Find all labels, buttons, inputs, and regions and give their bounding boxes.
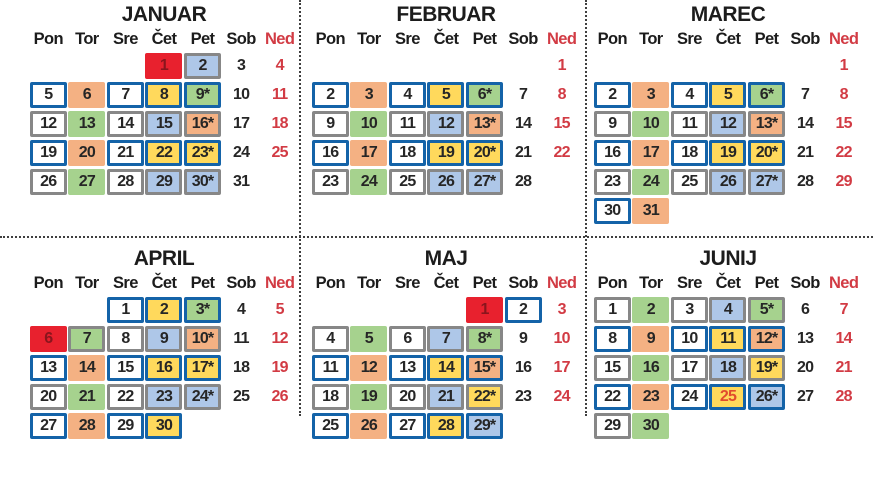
day-cell: 18 — [389, 140, 426, 166]
day-cell: 31 — [232, 173, 250, 190]
day-cell: 1 — [839, 57, 848, 74]
weekday-header-tor: Tor — [639, 274, 663, 292]
weekday-header-cet: Čet — [151, 274, 177, 292]
day-cell: 2 — [184, 53, 221, 79]
day-cell: 12 — [350, 355, 387, 381]
weekday-header-sre: Sre — [113, 30, 138, 48]
day-cell: 18 — [232, 359, 250, 376]
day-cell: 13 — [68, 111, 105, 137]
day-cell: 8 — [107, 326, 144, 352]
day-cell: 25 — [271, 144, 288, 161]
day-cell: 18 — [271, 115, 288, 132]
weekday-header-pet: Pet — [190, 30, 215, 48]
weekday-row — [593, 29, 863, 49]
day-cell: 19* — [748, 355, 785, 381]
weekday-header-pon: Pon — [33, 274, 63, 292]
day-cell: 3 — [237, 57, 246, 74]
day-cell: 26 — [427, 169, 464, 195]
month-title: MAJ — [424, 247, 468, 270]
day-cell: 10 — [632, 111, 669, 137]
day-cell: 13 — [30, 355, 67, 381]
day-cell: 10 — [671, 326, 708, 352]
month-title: JANUAR — [121, 3, 207, 26]
day-cell: 8 — [145, 82, 182, 108]
weekday-header-tor: Tor — [75, 274, 99, 292]
weekday-row — [311, 273, 581, 293]
weekday-header-ned: Ned — [264, 30, 295, 48]
day-cell: 9 — [145, 326, 182, 352]
day-cell: 9 — [594, 111, 631, 137]
day-cell: 17 — [553, 359, 570, 376]
day-cell: 10 — [553, 330, 570, 347]
day-cell: 30 — [594, 198, 631, 224]
month-junij — [593, 244, 863, 480]
day-cell: 12 — [709, 111, 746, 137]
day-cell: 23 — [594, 169, 631, 195]
day-cell: 3 — [557, 301, 566, 318]
day-cell: 3* — [184, 297, 221, 323]
day-cell: 29 — [594, 413, 631, 439]
day-cell: 7 — [801, 86, 810, 103]
day-cell: 22 — [594, 384, 631, 410]
day-cell: 27 — [30, 413, 67, 439]
weekday-header-cet: Čet — [151, 30, 177, 48]
day-cell: 22 — [553, 144, 570, 161]
day-cell: 15 — [835, 115, 852, 132]
weekday-header-cet: Čet — [433, 30, 459, 48]
day-cell: 16 — [312, 140, 349, 166]
weekday-header-pet: Pet — [472, 274, 497, 292]
day-cell: 15 — [594, 355, 631, 381]
day-cell: 20 — [796, 359, 814, 376]
month-grid — [29, 53, 299, 198]
day-cell: 27 — [796, 388, 814, 405]
day-cell: 28 — [68, 413, 105, 439]
weekday-header-pet: Pet — [472, 30, 497, 48]
day-cell: 16 — [514, 359, 532, 376]
day-cell: 7 — [427, 326, 464, 352]
day-cell: 3 — [350, 82, 387, 108]
month-marec — [593, 0, 863, 236]
day-cell: 11 — [671, 111, 708, 137]
day-cell: 7 — [519, 86, 528, 103]
day-cell: 6 — [68, 82, 105, 108]
day-cell: 20 — [30, 384, 67, 410]
day-cell: 18 — [312, 384, 349, 410]
day-cell: 23* — [184, 140, 221, 166]
weekday-header-ned: Ned — [546, 274, 577, 292]
weekday-header-sre: Sre — [677, 30, 702, 48]
day-cell: 6 — [801, 301, 810, 318]
day-cell: 12 — [271, 330, 288, 347]
day-cell: 1 — [594, 297, 631, 323]
weekday-header-cet: Čet — [715, 274, 741, 292]
month-januar — [29, 0, 299, 236]
day-cell: 5 — [275, 301, 284, 318]
horizontal-dotted-separator — [0, 236, 873, 238]
day-cell: 25 — [709, 384, 746, 410]
day-cell: 14 — [835, 330, 852, 347]
vertical-dotted-separator — [299, 0, 301, 416]
weekday-header-sre: Sre — [113, 274, 138, 292]
weekday-header-ned: Ned — [264, 274, 295, 292]
day-cell: 21 — [835, 359, 852, 376]
day-cell: 5 — [709, 82, 746, 108]
day-cell: 7 — [68, 326, 105, 352]
day-cell: 3 — [671, 297, 708, 323]
day-cell: 27 — [389, 413, 426, 439]
day-cell: 17 — [671, 355, 708, 381]
month-title: FEBRUAR — [396, 3, 496, 26]
weekday-header-pet: Pet — [754, 274, 779, 292]
day-cell: 6 — [30, 326, 67, 352]
weekday-header-sob: Sob — [790, 30, 820, 48]
day-cell: 7 — [839, 301, 848, 318]
day-cell: 26 — [350, 413, 387, 439]
day-cell: 19 — [30, 140, 67, 166]
day-cell: 12 — [30, 111, 67, 137]
day-cell: 20* — [748, 140, 785, 166]
day-cell: 25 — [389, 169, 426, 195]
day-cell: 23 — [312, 169, 349, 195]
weekday-header-cet: Čet — [715, 30, 741, 48]
day-cell: 24 — [232, 144, 250, 161]
day-cell: 6* — [748, 82, 785, 108]
weekday-header-pon: Pon — [33, 30, 63, 48]
month-februar — [311, 0, 581, 236]
weekday-header-pet: Pet — [754, 30, 779, 48]
month-title: JUNIJ — [699, 247, 757, 270]
day-cell: 22* — [466, 384, 503, 410]
day-cell: 19 — [427, 140, 464, 166]
day-cell: 15 — [107, 355, 144, 381]
day-cell: 1 — [557, 57, 566, 74]
day-cell: 1 — [107, 297, 144, 323]
day-cell: 6* — [466, 82, 503, 108]
weekday-row — [593, 273, 863, 293]
day-cell: 2 — [505, 297, 542, 323]
day-cell: 13 — [389, 355, 426, 381]
day-cell: 8* — [466, 326, 503, 352]
day-cell: 27* — [748, 169, 785, 195]
day-cell: 30* — [184, 169, 221, 195]
day-cell: 4 — [237, 301, 246, 318]
weekday-header-ned: Ned — [828, 274, 859, 292]
day-cell: 14 — [107, 111, 144, 137]
weekday-header-sob: Sob — [226, 30, 256, 48]
day-cell: 9 — [312, 111, 349, 137]
day-cell: 30 — [145, 413, 182, 439]
day-cell: 25 — [232, 388, 250, 405]
day-cell: 13* — [466, 111, 503, 137]
weekday-header-sre: Sre — [677, 274, 702, 292]
day-cell: 9 — [519, 330, 528, 347]
day-cell: 24 — [553, 388, 570, 405]
day-cell: 5 — [350, 326, 387, 352]
day-cell: 4 — [312, 326, 349, 352]
day-cell: 10 — [232, 86, 250, 103]
day-cell: 5* — [748, 297, 785, 323]
day-cell: 22 — [835, 144, 852, 161]
day-cell: 31 — [632, 198, 669, 224]
weekday-header-sob: Sob — [226, 274, 256, 292]
day-cell: 2 — [145, 297, 182, 323]
day-cell: 5 — [30, 82, 67, 108]
day-cell: 25 — [312, 413, 349, 439]
day-cell: 28 — [427, 413, 464, 439]
day-cell: 21 — [107, 140, 144, 166]
month-grid — [593, 297, 863, 442]
day-cell: 11 — [389, 111, 426, 137]
month-grid — [311, 53, 581, 198]
day-cell: 12 — [427, 111, 464, 137]
day-cell: 12* — [748, 326, 785, 352]
day-cell: 2 — [632, 297, 669, 323]
weekday-header-tor: Tor — [639, 30, 663, 48]
day-cell: 19 — [709, 140, 746, 166]
weekday-header-tor: Tor — [75, 30, 99, 48]
day-cell: 13 — [796, 330, 814, 347]
day-cell: 17 — [632, 140, 669, 166]
day-cell: 24 — [671, 384, 708, 410]
day-cell: 7 — [107, 82, 144, 108]
day-cell: 26 — [709, 169, 746, 195]
day-cell: 2 — [312, 82, 349, 108]
day-cell: 22 — [145, 140, 182, 166]
day-cell: 15* — [466, 355, 503, 381]
month-maj — [311, 244, 581, 480]
day-cell: 29 — [835, 173, 852, 190]
day-cell: 8 — [839, 86, 848, 103]
day-cell: 24 — [350, 169, 387, 195]
day-cell: 11 — [233, 330, 249, 347]
day-cell: 26* — [748, 384, 785, 410]
weekday-row — [29, 29, 299, 49]
day-cell: 28 — [835, 388, 852, 405]
day-cell: 4 — [671, 82, 708, 108]
day-cell: 21 — [68, 384, 105, 410]
day-cell: 16 — [594, 140, 631, 166]
day-cell: 17 — [350, 140, 387, 166]
day-cell: 23 — [145, 384, 182, 410]
day-cell: 21 — [427, 384, 464, 410]
day-cell: 9* — [184, 82, 221, 108]
month-title: APRIL — [133, 247, 195, 270]
day-cell: 11 — [312, 355, 349, 381]
weekday-header-sob: Sob — [508, 274, 538, 292]
month-title: MAREC — [690, 3, 766, 26]
month-grid — [311, 297, 581, 442]
day-cell: 18 — [709, 355, 746, 381]
day-cell: 4 — [709, 297, 746, 323]
day-cell: 14 — [68, 355, 105, 381]
day-cell: 16 — [632, 355, 669, 381]
weekday-header-sre: Sre — [395, 274, 420, 292]
day-cell: 27* — [466, 169, 503, 195]
day-cell: 9 — [632, 326, 669, 352]
weekday-row — [29, 273, 299, 293]
day-cell: 28 — [796, 173, 814, 190]
day-cell: 11 — [271, 86, 288, 103]
day-cell: 20* — [466, 140, 503, 166]
weekday-row — [311, 29, 581, 49]
weekday-header-sre: Sre — [395, 30, 420, 48]
day-cell: 14 — [796, 115, 814, 132]
day-cell: 24* — [184, 384, 221, 410]
day-cell: 6 — [389, 326, 426, 352]
day-cell: 29* — [466, 413, 503, 439]
weekday-header-pon: Pon — [315, 274, 345, 292]
day-cell: 13* — [748, 111, 785, 137]
day-cell: 14 — [427, 355, 464, 381]
weekday-header-pon: Pon — [597, 30, 627, 48]
day-cell: 17* — [184, 355, 221, 381]
day-cell: 11 — [709, 326, 746, 352]
weekday-header-cet: Čet — [433, 274, 459, 292]
weekday-header-ned: Ned — [546, 30, 577, 48]
weekday-header-sob: Sob — [508, 30, 538, 48]
day-cell: 21 — [514, 144, 532, 161]
day-cell: 4 — [389, 82, 426, 108]
weekday-header-sob: Sob — [790, 274, 820, 292]
day-cell: 16* — [184, 111, 221, 137]
day-cell: 1 — [466, 297, 503, 323]
vertical-dotted-separator — [585, 0, 587, 416]
month-april — [29, 244, 299, 480]
day-cell: 17 — [232, 115, 250, 132]
day-cell: 20 — [68, 140, 105, 166]
month-grid — [593, 53, 863, 227]
day-cell: 30 — [632, 413, 669, 439]
weekday-header-tor: Tor — [357, 30, 381, 48]
weekday-header-tor: Tor — [357, 274, 381, 292]
day-cell: 21 — [796, 144, 814, 161]
weekday-header-pon: Pon — [315, 30, 345, 48]
day-cell: 28 — [514, 173, 532, 190]
day-cell: 23 — [632, 384, 669, 410]
day-cell: 23 — [514, 388, 532, 405]
weekday-header-pet: Pet — [190, 274, 215, 292]
day-cell: 22 — [107, 384, 144, 410]
day-cell: 20 — [389, 384, 426, 410]
day-cell: 8 — [557, 86, 566, 103]
day-cell: 18 — [671, 140, 708, 166]
day-cell: 26 — [271, 388, 288, 405]
day-cell: 15 — [553, 115, 570, 132]
day-cell: 4 — [275, 57, 284, 74]
day-cell: 10* — [184, 326, 221, 352]
weekday-header-ned: Ned — [828, 30, 859, 48]
day-cell: 8 — [594, 326, 631, 352]
day-cell: 26 — [30, 169, 67, 195]
day-cell: 28 — [107, 169, 144, 195]
month-grid — [29, 297, 299, 442]
day-cell: 27 — [68, 169, 105, 195]
day-cell: 19 — [350, 384, 387, 410]
day-cell: 29 — [145, 169, 182, 195]
day-cell: 19 — [271, 359, 288, 376]
day-cell: 2 — [594, 82, 631, 108]
day-cell: 14 — [514, 115, 532, 132]
day-cell: 15 — [145, 111, 182, 137]
day-cell: 5 — [427, 82, 464, 108]
day-cell: 10 — [350, 111, 387, 137]
day-cell: 25 — [671, 169, 708, 195]
weekday-header-pon: Pon — [597, 274, 627, 292]
day-cell: 1 — [145, 53, 182, 79]
day-cell: 29 — [107, 413, 144, 439]
day-cell: 3 — [632, 82, 669, 108]
day-cell: 16 — [145, 355, 182, 381]
day-cell: 24 — [632, 169, 669, 195]
